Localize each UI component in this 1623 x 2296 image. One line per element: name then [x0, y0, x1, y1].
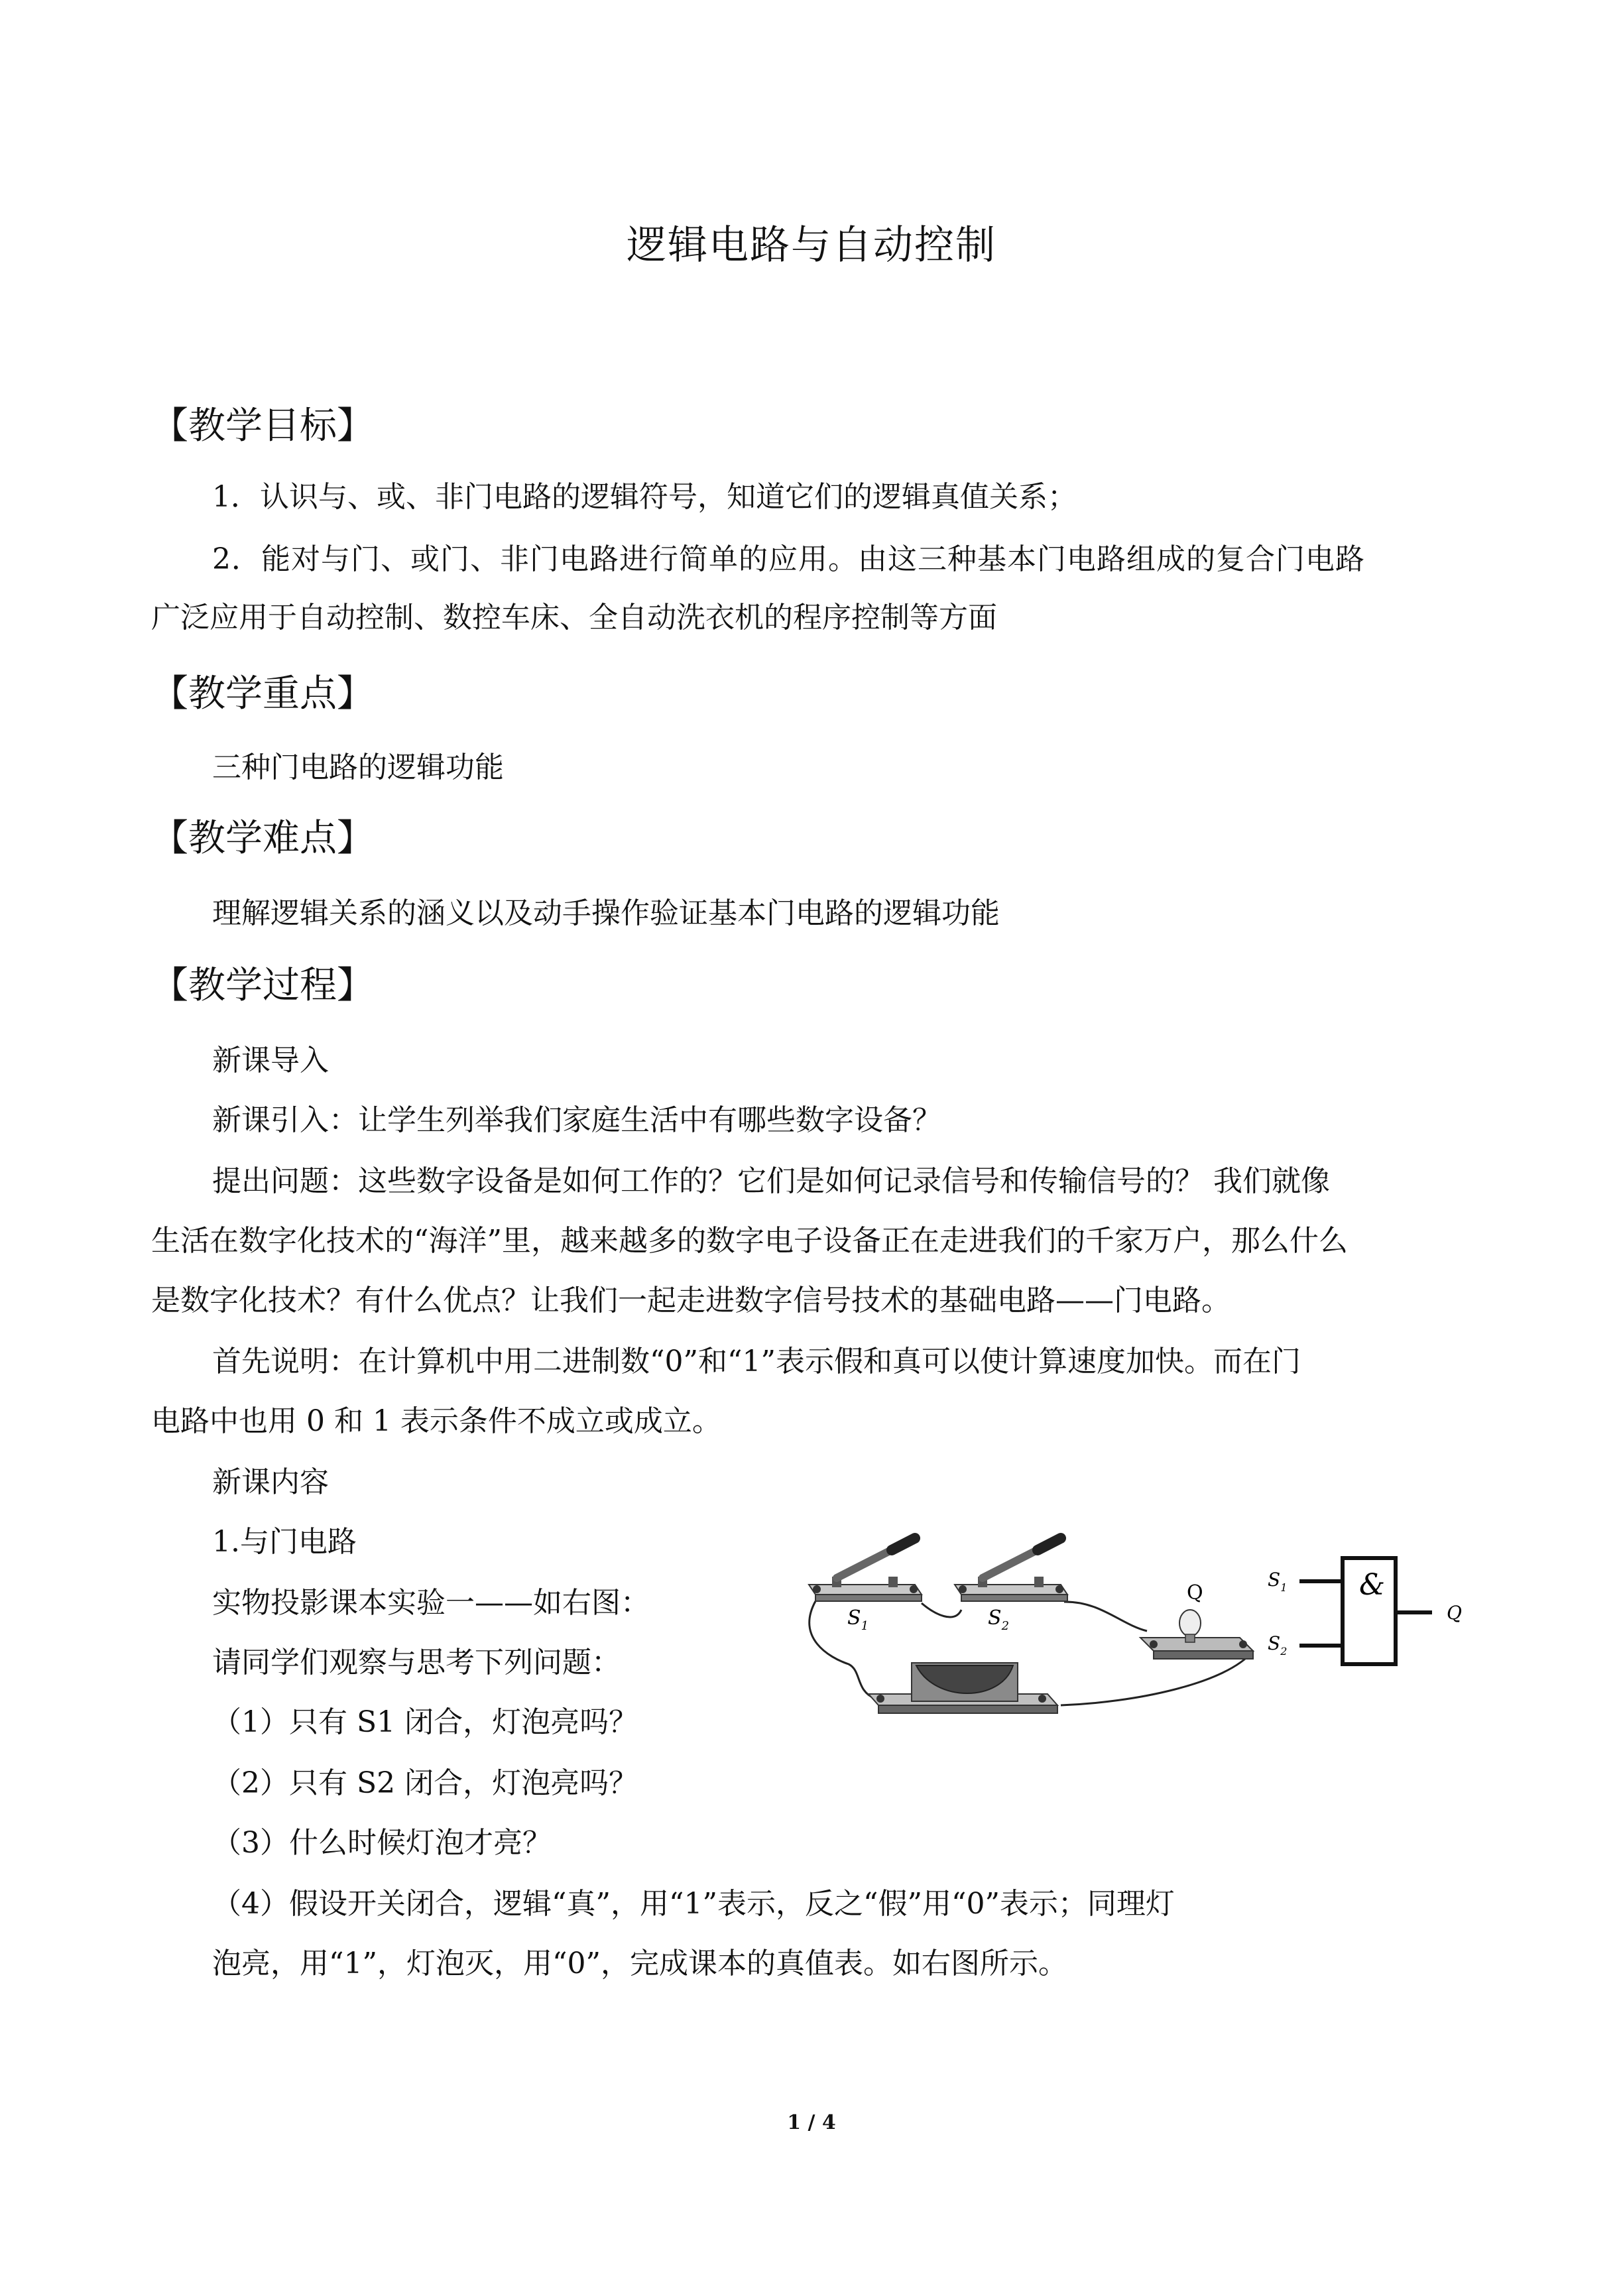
knife-switch-s1 [809, 1538, 922, 1601]
and-gate-symbol [1260, 1545, 1485, 1691]
process-line: 提出问题：这些数字设备是如何工作的？它们是如何记录信号和传输信号的？ 我们就像 [212, 1164, 1330, 1198]
wire [922, 1603, 961, 1617]
wire [810, 1601, 875, 1699]
page-number: 1 / 4 [787, 2111, 836, 2134]
section-heading-process: 【教学过程】 [151, 964, 374, 1007]
process-line: 新课内容 [212, 1465, 329, 1499]
process-line: 电路中也用 0 和 1 表示条件不成立或成立。 [151, 1404, 721, 1438]
process-line: 请同学们观察与思考下列问题： [212, 1646, 621, 1679]
knife-switch-s2 [955, 1538, 1067, 1601]
process-line: （3）什么时候灯泡才亮？ [212, 1826, 552, 1860]
and-circuit-figure [802, 1525, 1280, 1750]
process-line: （4）假设开关闭合，逻辑“真”，用“1”表示，反之“假”用“0”表示；同理灯 [212, 1887, 1175, 1921]
process-line: 生活在数字化技术的“海洋”里，越来越多的数字电子设备正在走进我们的千家万户，那么什么 [151, 1224, 1348, 1258]
gate-input-s2-label: $S_2$ [1268, 1632, 1288, 1658]
process-line: 实物投影课本实验一——如右图： [212, 1586, 650, 1620]
process-line: 是数字化技术？有什么优点？让我们一起走进数字信号技术的基础电路——门电路。 [151, 1284, 1231, 1317]
and-symbol: & [1359, 1568, 1386, 1602]
process-line: （1）只有 S1 闭合，灯泡亮吗？ [212, 1705, 638, 1739]
gate-input-s1-label: $S_1$ [1268, 1569, 1288, 1594]
wire [1064, 1602, 1147, 1631]
key-points-text: 三种门电路的逻辑功能 [212, 751, 504, 784]
process-line: 新课引入：让学生列举我们家庭生活中有哪些数字设备？ [212, 1103, 941, 1137]
process-line: 首先说明：在计算机中用二进制数“0”和“1”表示假和真可以使计算速度加快。而在门 [212, 1345, 1301, 1378]
process-line: 新课导入 [212, 1044, 329, 1077]
document-title: 逻辑电路与自动控制 [627, 222, 996, 269]
objective-item-1: 1．认识与、或、非门电路的逻辑符号，知道它们的逻辑真值关系； [212, 480, 1077, 514]
gate-output-q-label: Q [1447, 1602, 1462, 1624]
process-line: 1.与门电路 [212, 1525, 357, 1559]
lamp-q [1140, 1610, 1253, 1659]
section-heading-difficulties: 【教学难点】 [151, 817, 374, 860]
battery-holder [869, 1663, 1057, 1713]
objective-item-2-cont: 广泛应用于自动控制、数控车床、全自动洗衣机的程序控制等方面 [151, 601, 997, 634]
switch-s1-label: $S_1$ [847, 1606, 869, 1633]
difficulties-text: 理解逻辑关系的涵义以及动手操作验证基本门电路的逻辑功能 [212, 896, 1000, 930]
switch-s2-label: $S_2$ [988, 1606, 1010, 1633]
section-heading-key-points: 【教学重点】 [151, 672, 374, 715]
objective-item-2: 2．能对与门、或门、非门电路进行简单的应用。由这三种基本门电路组成的复合门电路 [212, 542, 1365, 576]
process-line: （2）只有 S2 闭合，灯泡亮吗？ [212, 1766, 638, 1800]
section-heading-objectives: 【教学目标】 [151, 404, 374, 448]
process-line: 泡亮，用“1”，灯泡灭，用“0”，完成课本的真值表。如右图所示。 [212, 1947, 1067, 1980]
lamp-q-label: Q [1187, 1581, 1203, 1604]
